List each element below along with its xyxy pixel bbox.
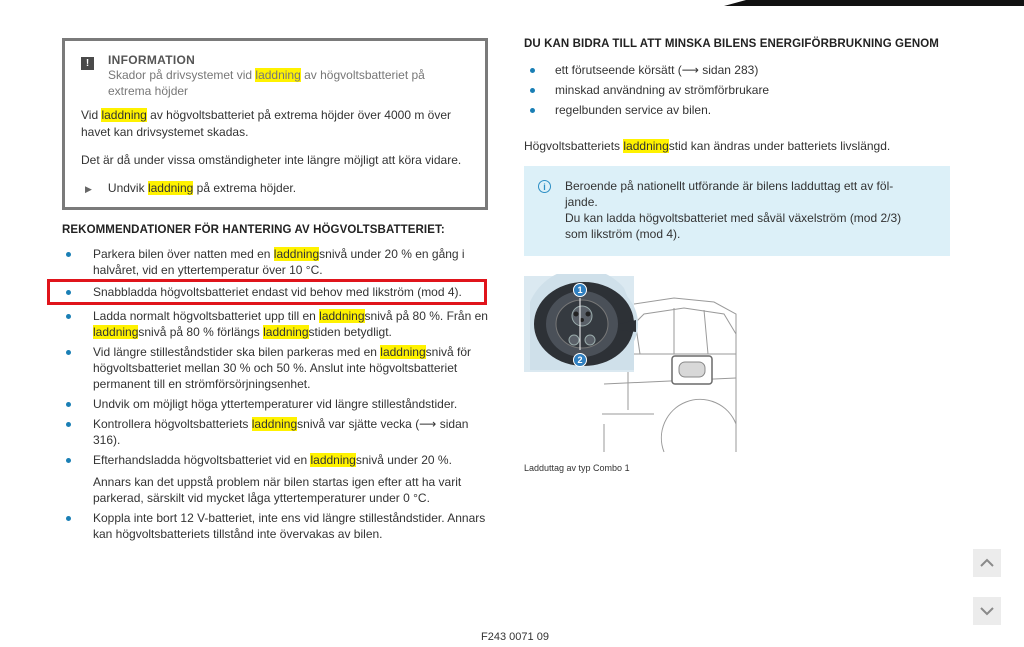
bullet-dot-icon	[530, 88, 535, 93]
bullet-dot-icon	[66, 422, 71, 427]
info-paragraph-1: Vid laddning av högvoltsbatteriet på extrema höjder över 4000 m över havet kan drivsystemet skadas.	[81, 108, 452, 139]
energy-list	[524, 62, 954, 118]
info-circle-icon: i	[538, 180, 551, 193]
chevron-up-icon	[979, 558, 995, 568]
charging-port-illustration	[524, 274, 740, 454]
info-title: INFORMATION	[108, 53, 196, 67]
list-item: Efterhandsladda högvoltsbatteriet vid en laddningsnivå under 20 %. Annars kan det uppstå problem när bilen startas igen efter att ha varit parkerad, särskilt vid mycket låga yttertemperaturer under 0 °C.	[62, 452, 490, 506]
info-subtitle: Skador på drivsystemet vid laddning av högvoltsbatteriet på extrema höjder	[108, 68, 425, 98]
bullet-dot-icon	[530, 108, 535, 113]
list-item: Undvik om möjligt höga yttertemperaturer vid längre stilleståndstider.	[62, 396, 490, 412]
battery-life-paragraph: Högvoltsbatteriets laddningstid kan ändras under batteriets livslängd.	[524, 139, 891, 153]
list-item: minskad användning av strömförbrukare	[524, 82, 954, 98]
note-box	[524, 166, 950, 256]
right-column	[524, 38, 954, 256]
figure-caption: Ladduttag av typ Combo 1	[524, 463, 630, 473]
bullet-dot-icon	[66, 458, 71, 463]
info-action: ▶ Undvik laddning på extrema höjder.	[81, 181, 469, 198]
info-paragraph-2: Det är då under vissa omständigheter inte längre möjligt att köra vidare.	[81, 153, 462, 167]
note-text: Beroende på nationellt utförande är bilens ladduttag ett av föl- jande. Du kan ladda högvoltsbatteriet med såväl växelström (mod 2/3) som likström (mod 4).	[565, 179, 902, 241]
recommendations-heading: REKOMMENDATIONER FÖR HANTERING AV HÖGVOLTSBATTERIET:	[62, 224, 445, 236]
highlight-frame	[47, 279, 487, 305]
exclamation-square-icon: !	[81, 57, 94, 70]
list-item: ett förutseende körsätt (⟶ sidan 283)	[524, 62, 954, 78]
list-item: Vid längre stilleståndstider ska bilen parkeras med en laddningsnivå för högvoltsbatteriet mellan 30 % och 50 %. Anslut inte högvoltsbatteriet permanent till en strömförsörjningsenhet.	[62, 344, 490, 392]
top-header-bar	[724, 0, 1024, 6]
bullet-dot-icon	[66, 402, 71, 407]
list-item: Koppla inte bort 12 V-batteriet, inte ens vid längre stilleståndstider. Annars kan högvoltsbatteriets tillstånd inte övervakas av bilen.	[62, 510, 490, 542]
triangle-right-icon: ▶	[85, 184, 92, 194]
list-item: Snabbladda högvoltsbatteriet endast vid behov med likström (mod 4).	[62, 284, 490, 300]
list-item: Kontrollera högvoltsbatteriets laddningsnivå var sjätte vecka (⟶ sidan 316).	[62, 416, 490, 448]
energy-heading: DU KAN BIDRA TILL ATT MINSKA BILENS ENERGIFÖRBRUKNING GENOM	[524, 38, 939, 50]
scroll-down-button[interactable]	[973, 597, 1001, 625]
page-code: F243 0071 09	[481, 631, 549, 643]
callout-1: 1	[573, 283, 587, 297]
list-item: Parkera bilen över natten med en laddningsnivå under 20 % en gång i halvåret, vid en yttertemperatur över 10 °C.	[62, 246, 490, 278]
bullet-dot-icon	[66, 350, 71, 355]
charging-port-figure	[524, 274, 740, 454]
bullet-dot-icon	[66, 516, 71, 521]
information-box	[62, 38, 488, 210]
bullet-dot-icon	[66, 252, 71, 257]
chevron-down-icon	[979, 606, 995, 616]
bullet-dot-icon	[66, 314, 71, 319]
list-item: regelbunden service av bilen.	[524, 102, 954, 118]
scroll-up-button[interactable]	[973, 549, 1001, 577]
list-item: Ladda normalt högvoltsbatteriet upp till en laddningsnivå på 80 %. Från en laddningsnivå på 80 % förlängs laddningstiden betydligt.	[62, 308, 490, 340]
bullet-dot-icon	[530, 68, 535, 73]
callout-2: 2	[573, 353, 587, 367]
